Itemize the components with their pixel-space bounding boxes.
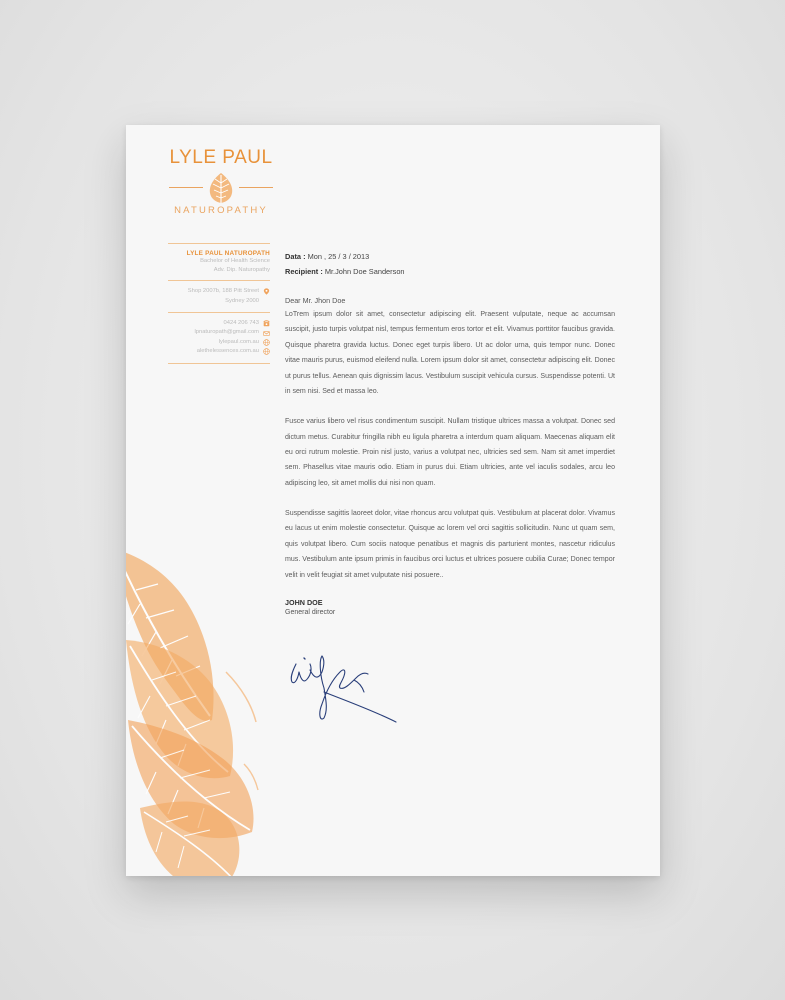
email-row bbox=[168, 328, 270, 337]
logo-divider-right bbox=[239, 187, 273, 188]
brand-tagline: NATUROPATHY bbox=[174, 205, 268, 216]
phone-icon bbox=[263, 320, 270, 327]
brand-logo bbox=[166, 147, 276, 216]
practitioner-title: LYLE PAUL NATUROPATH bbox=[186, 250, 270, 257]
paragraph: Suspendisse sagittis laoreet dolor, vitae rhoncus arcu volutpat quis. Vestibulum at placerat dolor. Vivamus eu lacus ut enim molestie consectetur. Quisque ac lorem vel orci sagittis sollicitudin. Nunc ut quam sem, quis volutpat libero. Cum sociis natoque penatibus et magnis dis parturient montes, nascetur ridiculus mus. Vestibulum ante ipsum primis in faucibus orci luctus et ultrices posuere cubilia Curae; Donec tempor velit in velit feugiat sit amet vulputate nisi posuere.. bbox=[285, 510, 615, 579]
date-label: Data : bbox=[285, 252, 306, 261]
letter-body bbox=[285, 249, 615, 618]
contact-details-block bbox=[168, 313, 270, 363]
greeting: Dear Mr. Jhon Doe bbox=[285, 296, 346, 305]
phone-number: 0424 206 743 bbox=[223, 320, 259, 326]
website-row bbox=[168, 338, 270, 347]
globe-icon bbox=[263, 348, 270, 355]
signature bbox=[284, 648, 434, 728]
address-line: Sydney 2000 bbox=[225, 297, 259, 304]
brand-name: LYLE PAUL bbox=[169, 147, 273, 168]
paragraph: Fusce varius libero vel risus condimentum suscipit. Nullam tristique ultrices massa a volutpat. Donec sed dictum metus. Curabitur fringilla nibh eu ligula pharetra a interdum quam aliquam. Maecenas aliquam elit eu orci rutrum molestie. Proin nisl justo, varius a volutpat nec, ultricies sed sem. Nam sit amet imperdiet sem. Phasellus vitae mauris odio. Etiam in purus dui. Etiam ultricies, ante vel iaculis sodales, arcu leo adipiscing leo, sit amet mollis dui nisi non quam. bbox=[285, 418, 615, 487]
contact-panel bbox=[168, 243, 270, 364]
location-pin-icon bbox=[263, 288, 270, 295]
website-url: alethelessences.com.au bbox=[196, 348, 259, 355]
decorative-leaves bbox=[126, 520, 266, 876]
practitioner-block bbox=[168, 244, 270, 280]
mail-icon bbox=[263, 330, 270, 337]
date-value: Mon , 25 / 3 / 2013 bbox=[307, 252, 370, 261]
credential-line: Bachelor of Health Science bbox=[200, 258, 270, 264]
website-row bbox=[168, 347, 270, 356]
paragraph: LoTrem ipsum dolor sit amet, consectetur adipiscing elit. Praesent vulputate, neque ac accumsan suscipit, justo turpis volutpat nisl, tempus fermentum eros tortor et elit. Vivamus porttitor faucibus gravida. Quisque pharetra gravida luctus. Donec eget turpis libero. Ut ac dolor urna, quis tempor nunc. Donec vitae mauris purus, euismod eleifend nulla. Lorem ipsum dolor sit amet, consectetur adipiscing elit. Donec ut purus tellus. Aenean quis dignissim lacus. Vestibulum suscipit vehicula cursus. Suspendisse potenti. Ut in sem nisi. Sed et massa leo. bbox=[285, 311, 615, 396]
phone-row bbox=[168, 319, 270, 328]
leaf-icon bbox=[204, 171, 238, 205]
address-line: Shop 2007b, 188 Pitt Street bbox=[168, 287, 270, 296]
logo-divider-left bbox=[169, 187, 203, 188]
signer-name: JOHN DOE bbox=[285, 597, 323, 607]
credential-line: Adv. Dip. Naturopathy bbox=[213, 266, 270, 273]
address-block bbox=[168, 281, 270, 312]
date-line bbox=[285, 249, 615, 264]
divider bbox=[168, 363, 270, 364]
globe-icon bbox=[263, 339, 270, 346]
recipient-line bbox=[285, 264, 615, 279]
email-address: lpnaturopath@gmail.com bbox=[194, 329, 259, 336]
recipient-value: Mr.John Doe Sanderson bbox=[324, 267, 405, 276]
recipient-label: Recipient : bbox=[285, 267, 323, 276]
letterhead-page bbox=[126, 125, 660, 876]
signer-role: General director bbox=[285, 608, 336, 616]
website-url: lylepaul.com.au bbox=[218, 338, 259, 345]
